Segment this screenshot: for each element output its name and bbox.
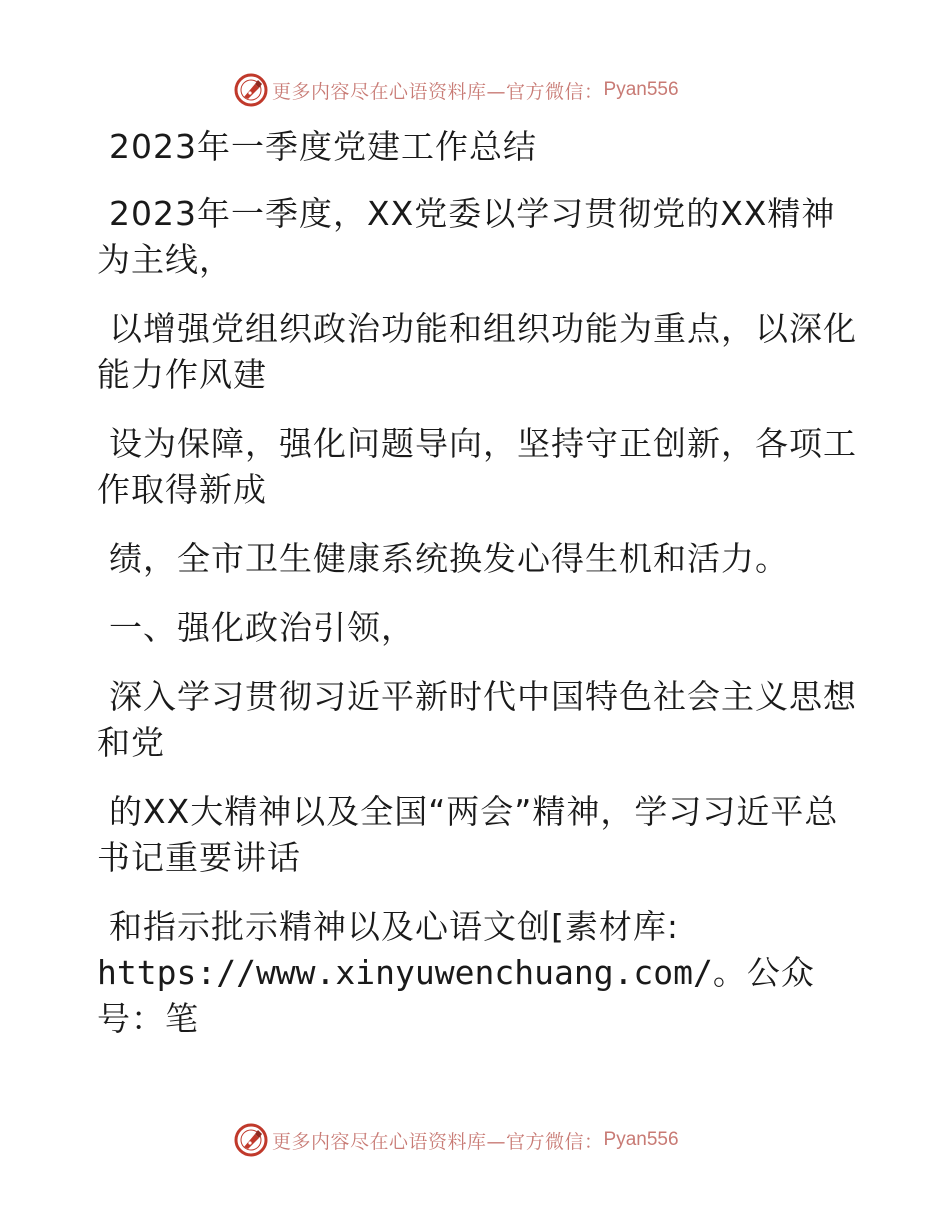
paragraph: 深入学习贯彻习近平新时代中国特色社会主义思想和党 xyxy=(97,677,857,762)
document-title: 2023年一季度党建工作总结 xyxy=(109,127,537,166)
banner-wechat-id: Pyan556 xyxy=(603,1129,679,1150)
document-body xyxy=(97,124,867,1065)
url-text: https://www.xinyuwenchuang.com/ xyxy=(97,953,713,992)
banner-text: 更多内容尽在心语资料库—官方微信： xyxy=(272,80,604,103)
paragraph: 绩，全市卫生健康系统换发心得生机和活力。 xyxy=(109,539,789,578)
pen-nib-logo-icon xyxy=(233,1122,269,1158)
banner-text: 更多内容尽在心语资料库—官方微信： xyxy=(272,1130,604,1153)
header-watermark-banner xyxy=(233,70,679,110)
section-heading: 一、强化政治引领， xyxy=(109,608,415,647)
paragraph: 设为保障，强化问题导向，坚持守正创新，各项工作取得新成 xyxy=(97,424,857,509)
paragraph: 和指示批示精神以及心语文创[素材库: https://www.xinyuwenchuang.com/。公众号：笔 xyxy=(97,907,815,1038)
footer-watermark-banner xyxy=(233,1120,679,1160)
paragraph: 以增强党组织政治功能和组织功能为重点，以深化能力作风建 xyxy=(97,309,857,394)
banner-wechat-id: Pyan556 xyxy=(603,79,679,100)
paragraph: 的XX大精神以及全国“两会”精神，学习习近平总书记重要讲话 xyxy=(97,792,839,877)
paragraph: 2023年一季度，XX党委以学习贯彻党的XX精神为主线， xyxy=(97,194,836,279)
pen-nib-logo-icon xyxy=(233,72,269,108)
